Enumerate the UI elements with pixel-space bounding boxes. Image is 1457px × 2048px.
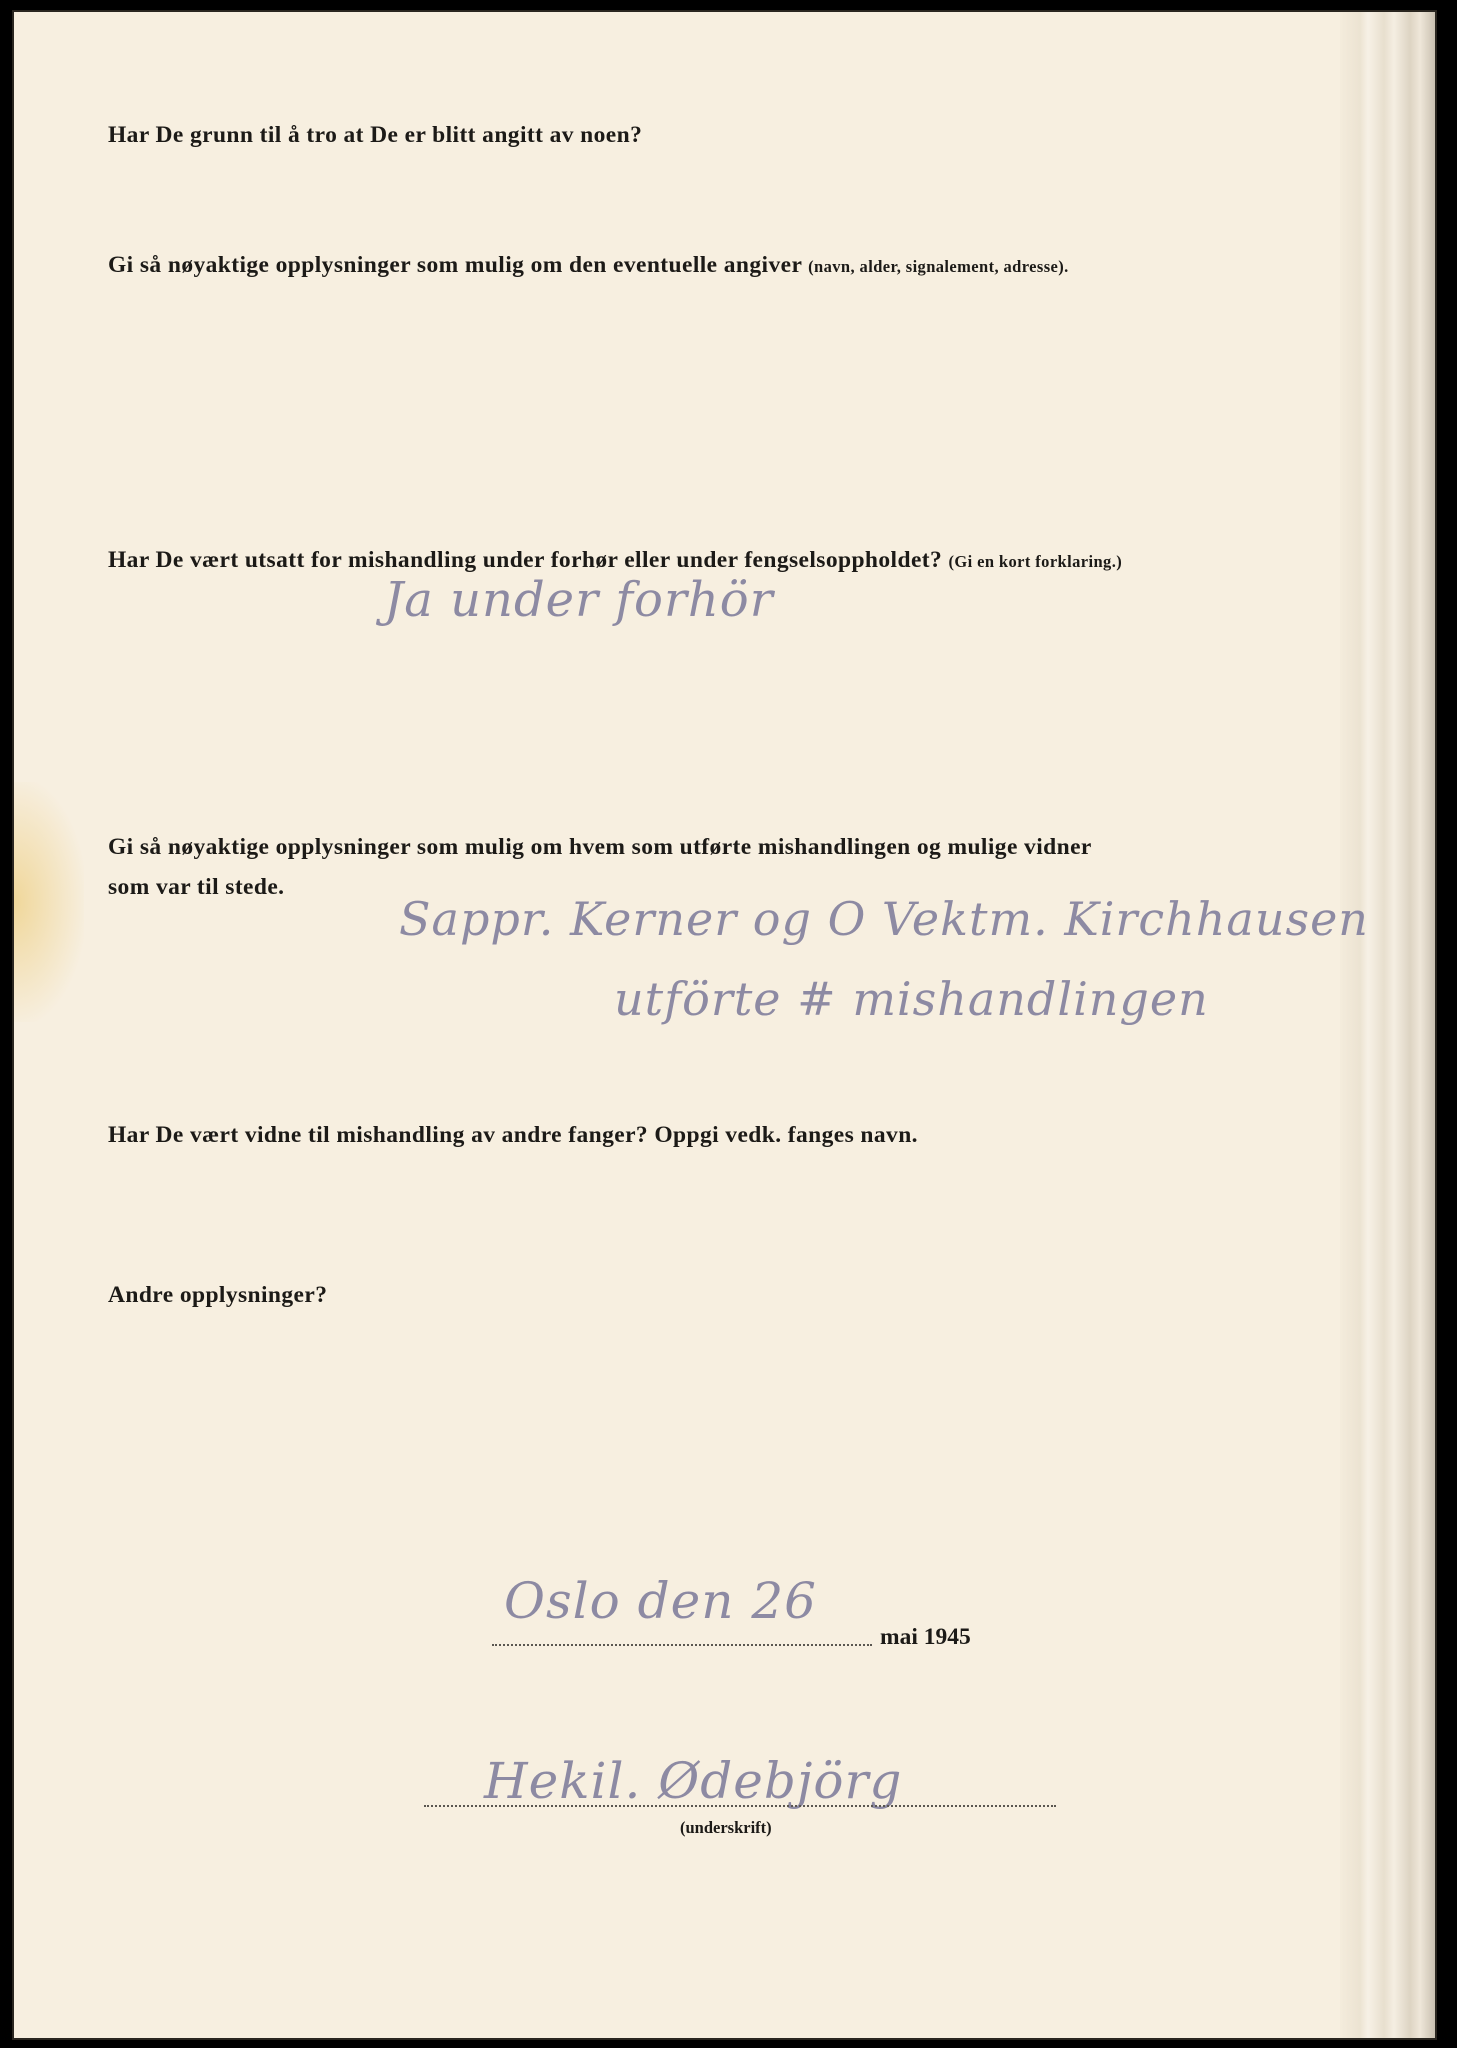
paper-stain [14,782,84,1022]
signature-caption: (underskrift) [680,1818,772,1837]
question-informer-details [108,252,1069,279]
paper-right-edge [1340,12,1435,2038]
question-mistreatment [108,547,1122,574]
signature-handwritten: Hekil. Ødebjörg [484,1752,903,1810]
question-perpetrators-line1: Gi så nøyaktige opplysninger som mulig om hvem som utførte mishandlingen og mulige vidner [108,834,1092,860]
question-other-info: Andre opplysninger? [108,1282,328,1308]
answer-perpetrators-line1: Sappr. Kerner og O Vektm. Kirchhausen [399,892,1369,946]
question-denounced: Har De grunn til å tro at De er blitt angitt av noen? [108,122,643,148]
form-sheet [12,10,1437,2040]
question-mistreatment-note: (Gi en kort forklaring.) [948,552,1123,571]
date-dotted-line [492,1644,872,1646]
question-informer-details-note: (navn, alder, signalement, adresse). [808,257,1069,276]
question-informer-details-text: Gi så nøyaktige opplysninger som mulig om den eventuelle angiver [108,252,802,278]
question-mistreatment-text: Har De vært utsatt for mishandling under forhør eller under fengselsoppholdet? [108,547,943,573]
date-printed: mai 1945 [880,1624,971,1650]
date-handwritten: Oslo den 26 [504,1572,817,1630]
question-witness: Har De vært vidne til mishandling av andre fanger? Oppgi vedk. fanges navn. [108,1122,918,1148]
signature-dotted-line [424,1805,1056,1807]
answer-mistreatment: Ja under forhör [384,572,774,628]
answer-perpetrators-line2: utförte # mishandlingen [614,972,1209,1026]
question-perpetrators-line2: som var til stede. [108,874,285,900]
